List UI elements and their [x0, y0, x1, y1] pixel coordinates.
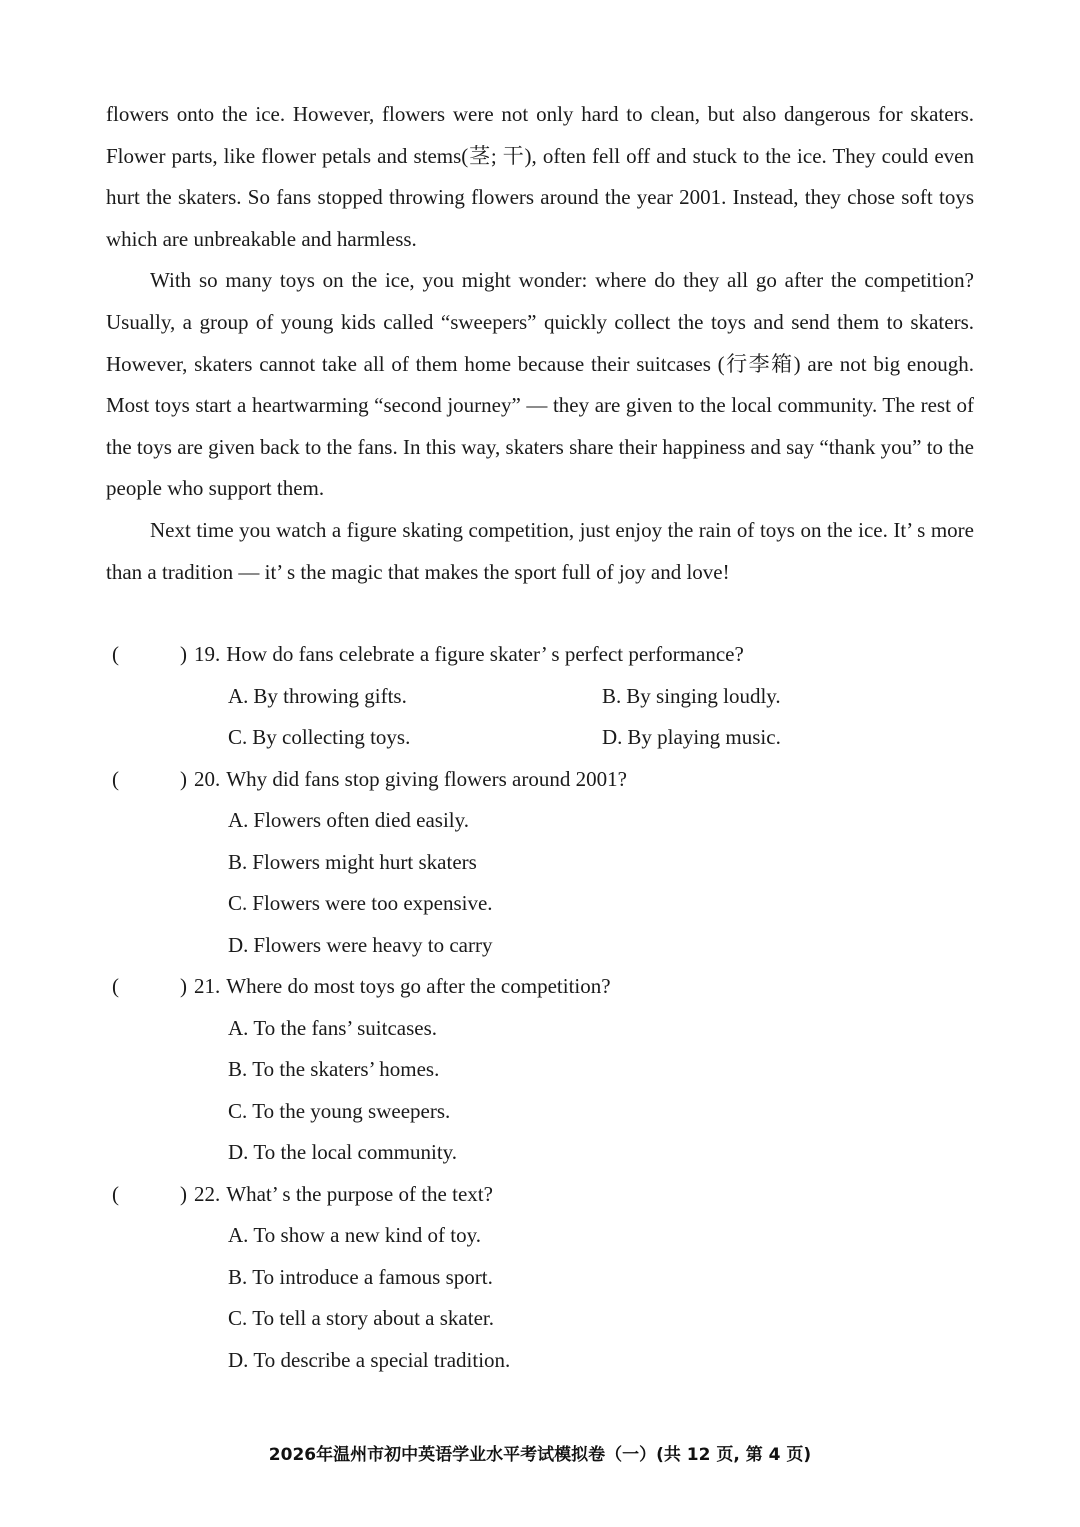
- question-number: 19.: [194, 642, 221, 666]
- option-b: B. Flowers might hurt skaters: [228, 849, 477, 874]
- question-list: [106, 634, 974, 1381]
- option-a: A. Flowers often died easily.: [228, 808, 470, 832]
- question-20: [106, 759, 974, 967]
- option-c: C. Flowers were too expensive.: [228, 891, 493, 915]
- question-number: 21.: [194, 974, 221, 998]
- option-b: B. To the skaters’ homes.: [228, 1057, 440, 1081]
- option-b: B. To introduce a famous sport.: [228, 1264, 493, 1289]
- option-d: D. To describe a special tradition.: [228, 1347, 511, 1372]
- option-c: C. To the young sweepers.: [228, 1098, 451, 1123]
- page-footer: 2026年温州市初中英语学业水平考试模拟卷（一）(共 12 页, 第 4 页): [268, 1445, 812, 1465]
- option-b: B. By singing loudly.: [602, 683, 781, 708]
- question-19: [106, 634, 974, 759]
- question-number: 22.: [194, 1181, 221, 1206]
- option-d: D. To the local community.: [228, 1140, 458, 1164]
- answer-blank-open-paren: (: [112, 766, 119, 791]
- answer-blank-open-paren: (: [112, 1181, 119, 1206]
- passage-paragraph-3: Next time you watch a figure skating competition, just enjoy the rain of toys on the ice. It’ s more than a tradition — it’ s the magic that makes the sport full of joy and love!: [106, 517, 974, 584]
- answer-blank-close-paren: ): [180, 642, 187, 666]
- question-number: 20.: [194, 766, 221, 791]
- question-22: [106, 1174, 974, 1382]
- question-stem: What’ s the purpose of the text?: [226, 1181, 493, 1206]
- option-a: A. By throwing gifts.: [228, 683, 407, 708]
- option-c: C. To tell a story about a skater.: [228, 1306, 494, 1330]
- question-stem: How do fans celebrate a figure skater’ s perfect performance?: [226, 642, 744, 666]
- option-c: C. By collecting toys.: [228, 725, 411, 749]
- passage-paragraph-1: flowers onto the ice. However, flowers were not only hard to clean, but also dangerous for skaters. Flower parts, like flower petals and stems(茎; 干), often fell off and stuck to the ice. They could even hurt the skaters. So fans stopped throwing flowers around the year 2001. Instead, they chose soft toys which are unbreakable and harmless.: [106, 102, 974, 251]
- answer-blank-close-paren: ): [180, 974, 187, 998]
- answer-blank-open-paren: (: [112, 974, 119, 998]
- question-stem: Where do most toys go after the competition?: [226, 974, 611, 998]
- answer-blank-close-paren: ): [180, 766, 187, 791]
- reading-passage: [106, 94, 974, 593]
- question-stem: Why did fans stop giving flowers around 2001?: [226, 766, 627, 791]
- answer-blank-open-paren: (: [112, 642, 119, 666]
- answer-blank-close-paren: ): [180, 1181, 187, 1206]
- option-d: D. By playing music.: [602, 725, 781, 749]
- option-a: A. To show a new kind of toy.: [228, 1223, 481, 1247]
- passage-paragraph-2: With so many toys on the ice, you might wonder: where do they all go after the competition? Usually, a group of young kids called “sweepers” quickly collect the toys and send them to skaters. However, skaters cannot take all of them home because their suitcases (行李箱) are not big enough. Most toys start a heartwarming “second journey” — they are given to the local community. The rest of the toys are given back to the fans. In this way, skaters share their happiness and say “thank you” to the people who support them.: [106, 268, 974, 501]
- option-d: D. Flowers were heavy to carry: [228, 932, 493, 957]
- option-a: A. To the fans’ suitcases.: [228, 1015, 438, 1040]
- question-21: [106, 966, 974, 1174]
